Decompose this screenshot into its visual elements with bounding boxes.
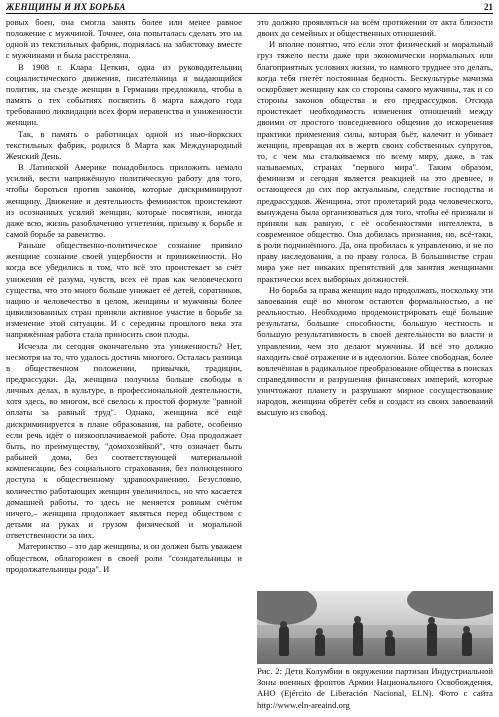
- running-title: ЖЕНЩИНЫ И ИХ БОРЬБА: [6, 2, 126, 12]
- running-header: [6, 2, 493, 14]
- photo-person: [315, 634, 325, 656]
- figure-photo: [257, 591, 493, 664]
- paragraph: Но борьба за права женщин надо продолжать, поскольку эти завоевания ещё во многом остаются формальностью, а не реальностью. Необходимо продемонстрировать ещё большие результаты, большие способности, большую честность и большую результативность в своей деятельности во власти и управлении, чем это делают мужчины. И всё это должно находить своё отражение и в идеологии. Более свободная, более вовлечённая в радикальное преобразование общества в поисках справедливости и разрушения финансовых империй, которые уничтожают планету и разрушают мирное сосуществование народов, женщина обретёт себя и создаст из своих завоеваний высшую из свобод.: [257, 284, 493, 418]
- paragraph: Так, в память о работницах одной из нью-йоркских текстильных фабрик, родился 8 Марта как Международный Женский День.: [6, 128, 242, 161]
- photo-person: [385, 636, 395, 656]
- photo-person-head: [463, 626, 470, 633]
- photo-person-head: [354, 616, 361, 623]
- photo-person-head: [316, 628, 323, 635]
- left-column: [6, 17, 242, 714]
- photo-person: [462, 632, 472, 656]
- photo-person-head: [428, 617, 435, 624]
- paragraph: В 1908 г. Клара Цеткин, одна из руководительниц социалистического движения, писательница и выдающийся политик, на съезде женщин в Германии предложила, чтобы в память о тех событиях посвятить 8 марта каждого года требованию ликвидации всех форм неравенства и униженности женщин.: [6, 61, 242, 128]
- paragraph: И вполне понятно, что если этот физический и моральный груз тяжело нести даже при экономически нормальных или благоприятных условиях жизни, то намного труднее это делать, когда тебя гнетёт постоянная бедность. Бескультурье мачизма оскорбляет женщину как со стороны самого мужчины, так и со стороны законов общества и его предрассудков. Отсюда проистекает необходимость изменения отношений между двоими от простого повседневного общения до искоренения практики применения силы, которая бьёт, калечит и убивает женщин, превращая их в жертв своих собственных супругов, то, с чем мы сталкиваемся по всему миру, даже, в так называемых, странах "первого мира". Таким образом, феминизм и сегодня является реакцией на это древнее, и остающееся до сих пор актуальным, следствие господства и предрассудков. Женщина, этот пролетарий рода человеческого, вынуждена была организоваться для того, чтобы её признали и приняли как равную, с её особенностями интеллекта, в современное общество. Она добилась признания, но, всё-таки, в роли подчинённого. Да, она пробилась к управлению, и не по праву наследования, а по праву голоса. В большинстве стран мира уже нет никаких препятствий для занятия женщинами практически всех выборных должностей.: [257, 39, 493, 284]
- paragraph: это должно проявляться на всём протяжении от акта близости двоих до семейных и общественных отношений.: [257, 17, 493, 39]
- photo-person: [427, 623, 437, 656]
- paragraph: В Латинской Америке понадобилось приложить немало усилий, вести напряжённую политическую работу для того, чтобы бороться против законов, которые дискриминируют женщину. Движение и деятельность феминисток проистекают из осознанных усилий женщин, которые посвятили, иногда даже всю, жизнь разоблачению угнетения, призыву к борьбе и самой борьбе за равенство.: [6, 162, 242, 239]
- paragraph: Материнство – это дар женщины, и он должен быть уважаем обществом, облагорожен в своей роли "созидательницы и продолжательницы рода". И: [6, 541, 242, 574]
- paragraph: Раньше общественно-политическое сознание привило женщине сознание своей ущербности и приниженности. Но когда все убедились в том, что всё это проистекает за счёт унижения её разума, чувств, всех её прав как человеческого существа, что это много больше унижает её детей, соратников, нацию и человечество в целом, женщины и мужчины более цивилизованных стран приняли активное участие в борьбе за изменение этой ситуации. И с середины прошлого века эта напряжённая работа стала приносить свои плоды.: [6, 240, 242, 340]
- photo-person: [353, 622, 363, 656]
- photo-person-head: [386, 630, 393, 637]
- paragraph: Исчезла ли сегодня окончательно эта униженность? Нет, несмотря на то, что удалось достичь многого. Осталась разница в общественном положении, привычки, традиции, предрассудки. Да, женщина получила больше свободы в личных делах, в культуре, в профессиональной деятельности, хотя здесь, во многом, всё свелось к простой формуле "равной оплаты за равный труд". Однако, женщина всё ещё дискриминируется в плане образования, на работе, особенно если речь идёт о низкооплачиваемой работе. Она продолжает быть, по преимуществу, "домохозяйкой", что означает быть рабыней дома, без соответствующей материальной компенсации, без социального страхования, без полноценного доступа к общественному здравоохранению. Безусловно, количество работающих женщин увеличилось, но что касается домашней работы, то здесь не меняется ровным счётом ничего,– женщина продолжает являться перед обществом с детьми на руках и грузом физической и моральной ответственности за них.: [6, 340, 242, 541]
- page-number: 21: [484, 2, 493, 12]
- right-column: [257, 17, 493, 587]
- figure-caption: Рис. 2: Дети Колумбии в окружении партизан Индустриальной Зоны военных фронтов Армии Национального Освобождения, АНО (Ejército de Liberación Nacional, ELN). Фото с сайта http://www.eln-areaind.org: [257, 666, 493, 710]
- photo-ground: [257, 638, 493, 664]
- photo-person-head: [280, 621, 287, 628]
- photo-person: [279, 626, 289, 656]
- paragraph: ровых боен, она смогла занять более или менее равное положение с мужчиной. Точнее, она попыталась сделать это на одной из текстильных фабрик, поднялась на забастовку вместе с мужчинами и была расстреляна.: [6, 17, 242, 61]
